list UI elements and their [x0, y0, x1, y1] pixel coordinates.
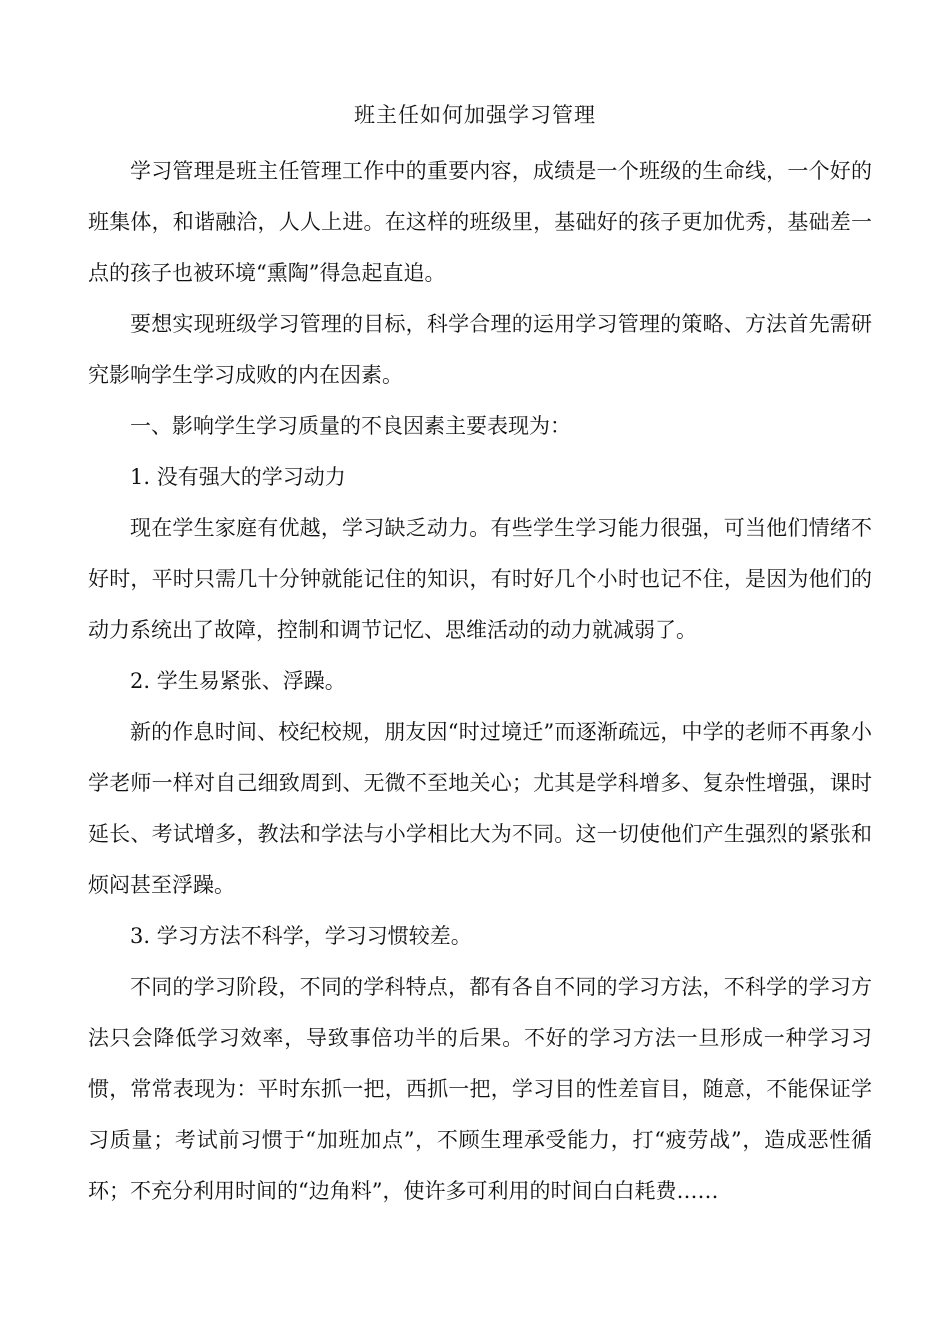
document-title: 班主任如何加强学习管理	[354, 103, 596, 127]
paragraph-intro: 学习管理是班主任管理工作中的重要内容，成绩是一个班级的生命线，一个好的班集体，和谐融洽，人人上进。在这样的班级里，基础好的孩子更加优秀，基础差一点的孩子也被环境“熏陶”得急起直追。	[88, 159, 872, 285]
section-heading-factors: 一、影响学生学习质量的不良因素主要表现为：	[130, 414, 571, 438]
paragraph-anxiety: 新的作息时间、校纪校规，朋友因“时过境迁”而逐渐疏远，中学的老师不再象小学老师一样对自己细致周到、无微不至地关心；尤其是学科增多、复杂性增强，课时延长、考试增多，教法和学法与小学相比大为不同。这一切使他们产生强烈的紧张和烦闷甚至浮躁。	[88, 720, 872, 897]
paragraph-motivation: 现在学生家庭有优越，学习缺乏动力。有些学生学习能力很强，可当他们情绪不好时，平时只需几十分钟就能记住的知识，有时好几个小时也记不住，是因为他们的动力系统出了故障，控制和调节记忆、思维活动的动力就减弱了。	[88, 516, 872, 642]
subheading-anxiety: 2. 学生易紧张、浮躁。	[130, 669, 346, 693]
subheading-methods: 3. 学习方法不科学，学习习惯较差。	[130, 924, 472, 948]
paragraph-methods: 不同的学习阶段，不同的学科特点，都有各自不同的学习方法，不科学的学习方法只会降低学习效率，导致事倍功半的后果。不好的学习方法一旦形成一种学习习惯，常常表现为：平时东抓一把，西抓一把，学习目的性差盲目，随意，不能保证学习质量；考试前习惯于“加班加点”，不顾生理承受能力，打“疲劳战”，造成恶性循环；不充分利用时间的“边角料”，使许多可利用的时间白白耗费……	[88, 975, 872, 1203]
subheading-motivation: 1. 没有强大的学习动力	[130, 465, 346, 489]
document-body	[88, 146, 872, 1217]
paragraph-goal: 要想实现班级学习管理的目标，科学合理的运用学习管理的策略、方法首先需研究影响学生学习成败的内在因素。	[88, 312, 872, 387]
